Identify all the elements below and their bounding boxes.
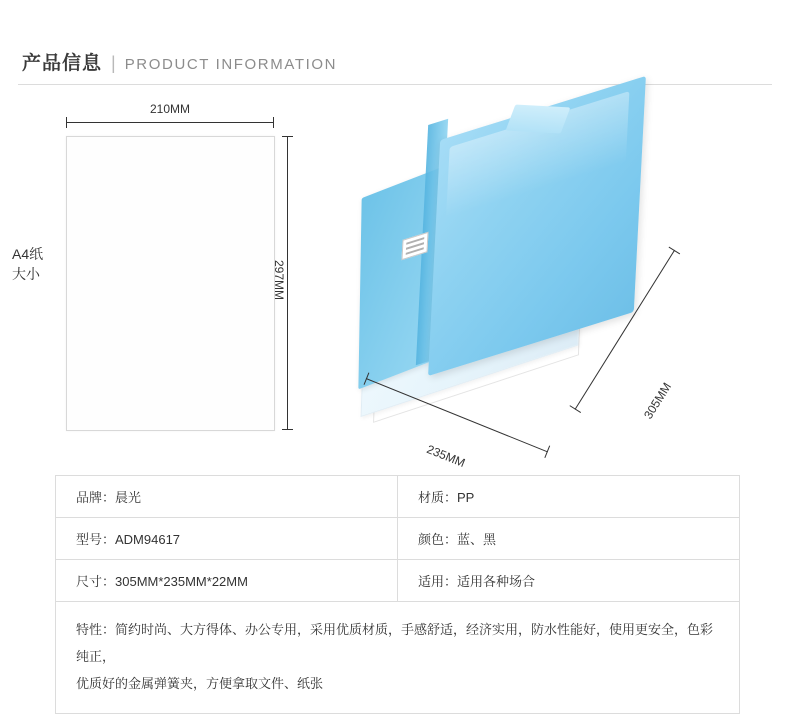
product-depth-dimension-label: 235MM	[424, 442, 468, 470]
spec-model: 型号：ADM94617	[56, 518, 398, 560]
spec-features-line1: 特性：简约时尚、大方得体、办公专用，采用优质材质，手感舒适，经济实用，防水性能好，使用更安全，色彩纯正，	[76, 622, 714, 664]
product-diagram	[0, 96, 790, 470]
page-title-en: PRODUCT INFORMATION	[124, 56, 338, 73]
table-row	[56, 602, 740, 714]
header-divider	[18, 84, 772, 85]
a4-size-label	[12, 244, 43, 284]
a4-paper-illustration	[66, 136, 275, 431]
table-row	[56, 560, 740, 602]
title-separator: |	[111, 53, 116, 73]
product-height-dimension-label: 305MM	[641, 380, 675, 422]
spec-brand: 品牌：晨光	[56, 476, 398, 518]
a4-height-dimension-line	[287, 136, 288, 430]
product-photo	[358, 104, 698, 404]
a4-height-dimension-label: 297MM	[272, 260, 286, 301]
spec-material: 材质：PP	[398, 476, 740, 518]
folder-top-tab	[506, 105, 571, 134]
spec-features-line2: 优质好的金属弹簧夹，方便拿取文件、纸张	[76, 676, 324, 691]
section-header	[18, 48, 772, 85]
a4-width-dimension-label: 210MM	[149, 102, 190, 116]
spec-color: 颜色：蓝、黑	[398, 518, 740, 560]
spec-features	[56, 602, 740, 714]
spec-size: 尺寸：305MM*235MM*22MM	[56, 560, 398, 602]
table-row	[56, 476, 740, 518]
table-row	[56, 518, 740, 560]
spec-usage: 适用：适用各种场合	[398, 560, 740, 602]
page-title-cn: 产品信息	[22, 53, 103, 74]
a4-size-label-line2: 大小	[12, 266, 40, 282]
a4-width-dimension-line	[66, 122, 274, 123]
a4-size-label-line1: A4纸	[12, 246, 44, 262]
header-title-group	[18, 48, 772, 81]
specification-table	[55, 475, 740, 714]
